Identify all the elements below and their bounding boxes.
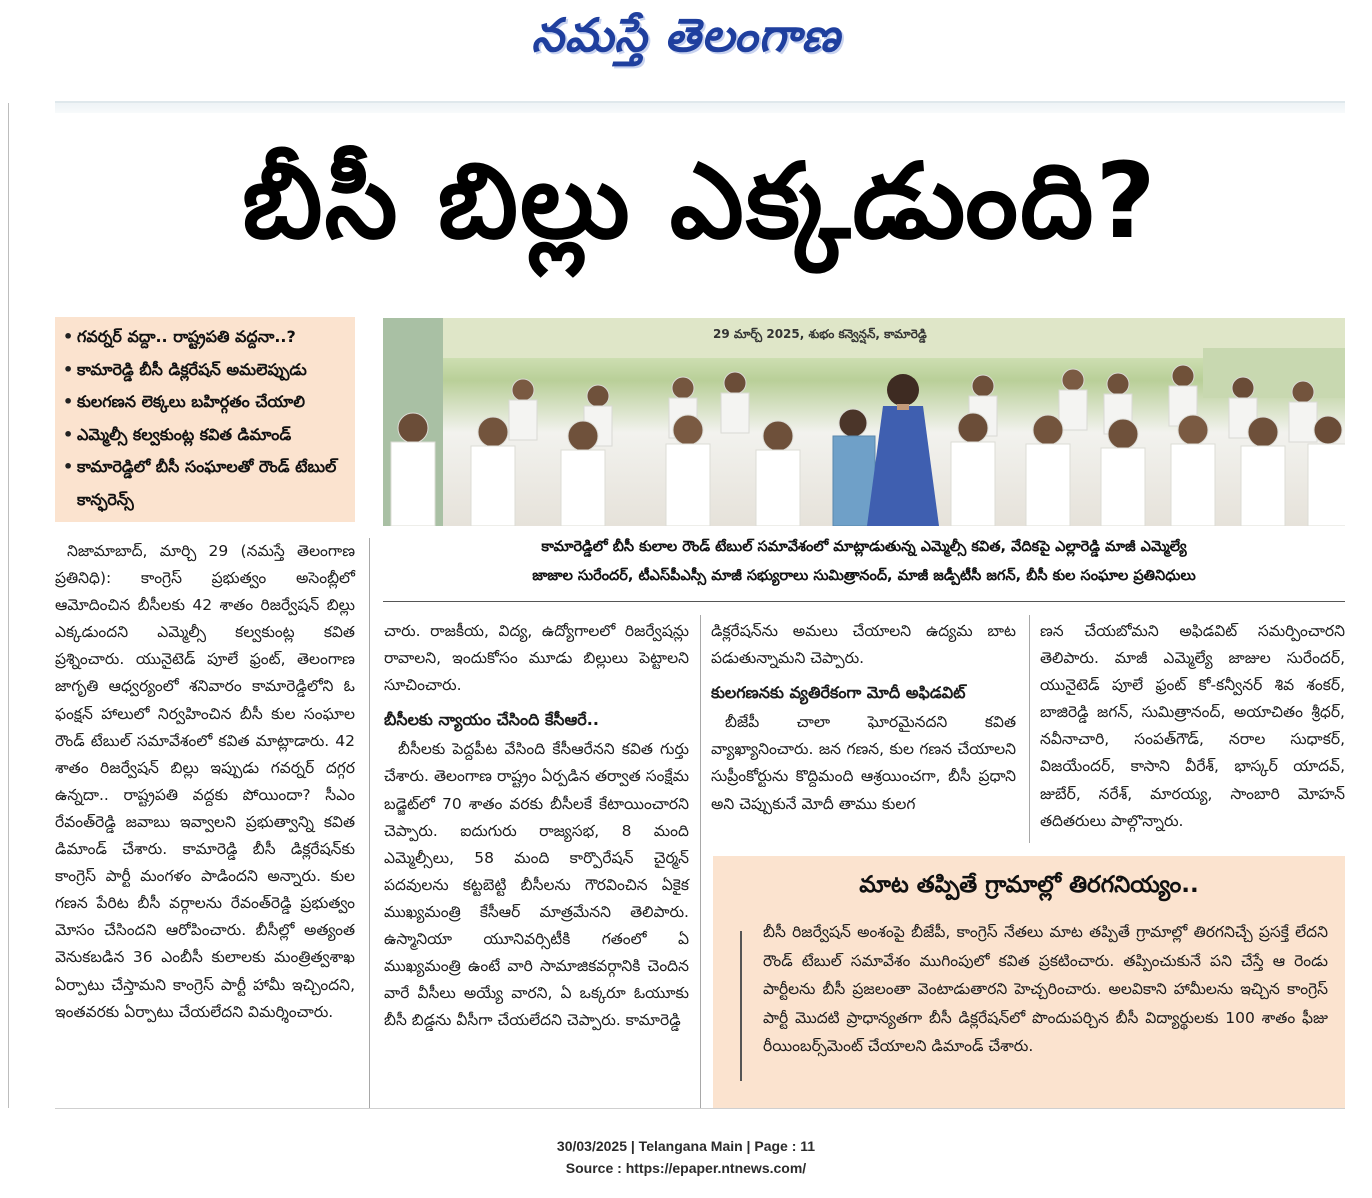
photo-caption [383,533,1345,602]
top-band [55,101,1345,113]
subheading: కులగణనకు వ్యతిరేకంగా మోదీ అఫిడవిట్ [711,683,966,703]
column-divider [700,615,701,1108]
footer-source-link[interactable]: Source : https://epaper.ntnews.com/ [565,1160,807,1176]
sidebar-box [713,856,1345,1108]
article-column-1: నిజామాబాద్, మార్చి 29 (నమస్తే తెలంగాణ ప్రతినిధి): కాంగ్రెస్ ప్రభుత్వం అసెంబ్లీలో ఆమోదించిన బీసీలకు 42 శాతం రిజర్వేషన్ బిల్లు ఎక్కడుందని ఎమ్మెల్సీ కల్వకుంట్ల కవిత ప్రశ్నించారు. యునైటెడ్ పూలే ఫ్రంట్, తెలంగాణ జాగృతి ఆధ్వర్యంలో శనివారం కామారెడ్డిలోని ఓ ఫంక్షన్ హాలులో నిర్వహించిన బీసీ కుల సంఘాల రౌండ్ టేబుల్ సమావేశంలో కవిత మాట్లాడారు. 42 శాతం రిజర్వేషన్ బిల్లు ఇప్పుడు గవర్నర్ దగ్గర ఉన్నదా.. రాష్ట్రపతి వద్దకు పోయిందా? సీఎం రేవంత్‌రెడ్డి జవాబు ఇవ్వాలని ప్రభుత్వాన్ని కవిత డిమాండ్ చేశారు. కామారెడ్డి బీసీ డిక్లరేషన్‌కు కాంగ్రెస్ పార్టీ మంగళం పాడిందని అన్నారు. కుల గణన పేరిట బీసీ వర్గాలను రేవంత్‌రెడ్డి ప్రభుత్వం మోసం చేసిందని ఆరోపించారు. బీసీల్లో అత్యంత వెనుకబడిన 36 ఎంబీసీ కులాలకు మంత్రిత్వశాఖ ఏర్పాటు చేస్తామని కాంగ్రెస్ పార్టీ హామీ ఇచ్చిందని, ఇంతవరకు ఏర్పాటు చేయలేదని విమర్శించారు. [55,542,355,1021]
column-divider [1029,615,1030,843]
highlights-box [55,317,355,522]
sidebar-box-title: మాట తప్పితే గ్రామాల్లో తిరగనియ్యం.. [859,872,1199,898]
photo-date-stamp: 29 మార్చ్ 2025, శుభం కన్వెన్షన్, కామారెడ్డి [713,327,927,341]
paragraph: చారు. రాజకీయ, విద్య, ఉద్యోగాలలో రిజర్వేషన్లు రావాలని, ఇందుకోసం మూడు బిల్లులు పెట్టాలని సూచించారు. [384,622,689,695]
footer-edition-info: 30/03/2025 | Telangana Main | Page : 11 [556,1138,816,1154]
crowd-illustration [383,318,1345,526]
page-left-rule [8,103,9,1108]
article-column-3 [711,618,1016,818]
paragraph: బీజేపీ చాలా ఘోరమైనదని కవిత వ్యాఖ్యానించారు. జన గణన, కుల గణన చేయాలని సుప్రీంకోర్టును కొద్దిమంది ఆశ్రయించగా, బీసీ ప్రధాని అని చెప్పుకునే మోదీ తాము కులగ [711,713,1016,813]
highlight-item: • ఎమ్మెల్సీ కల్వకుంట్ల కవిత డిమాండ్ [61,419,355,452]
paragraph: డిక్లరేషన్‌ను అమలు చేయాలని ఉద్యమ బాట పడుతున్నామని చెప్పారు. [711,622,1016,668]
article-column-2 [384,618,689,1034]
subheading: బీసీలకు న్యాయం చేసింది కేసీఆరే.. [384,710,599,730]
sidebar-box-text: బీసీ రిజర్వేషన్ అంశంపై బీజేపీ, కాంగ్రెస్ నేతలు మాట తప్పితే గ్రామాల్లో తిరగనిచ్చే ప్రసక్తే లేదని రౌండ్ టేబుల్ సమావేశం ముగింపులో కవిత ప్రకటించారు. తప్పించుకునే పని చేస్తే ఆ రెండు పార్టీలను బీసీ ప్రజలంతా వెంటాడుతారని హెచ్చరించారు. అలవికాని హామీలను ఇచ్చిన కాంగ్రెస్ పార్టీ మొదటి ప్రాధాన్యతగా బీసీ డిక్లరేషన్‌లో పొందుపర్చిన బీసీ విద్యార్థులకు 100 శాతం ఫీజు రీయింబర్స్‌మెంట్ చేయాలని డిమాండ్ చేశారు. [763,923,1328,1056]
highlight-item: • కులగణన లెక్కలు బహిర్గతం చేయాలి [61,386,355,419]
bottom-rule [55,1108,1345,1109]
sidebar-box-rule [740,931,742,1081]
event-photo [383,318,1345,526]
highlight-item: • కామారెడ్డిలో బీసీ సంఘాలతో రౌండ్ టేబుల్ కాన్ఫరెన్స్ [61,451,355,516]
highlight-item: • గవర్నర్ వద్దా.. రాష్ట్రపతి వద్దనా..? [61,321,355,354]
headline: బీసీ బిల్లు ఎక్కడుంది? [242,140,1158,262]
paragraph: బీసీలకు పెద్దపీట వేసింది కేసీఆరేనని కవిత గుర్తు చేశారు. తెలంగాణ రాష్ట్రం ఏర్పడిన తర్వాత సంక్షేమ బడ్జెట్‌లో 70 శాతం వరకు బీసీలకే కేటాయించారని చెప్పారు. ఐదుగురు రాజ్యసభ, 8 మంది ఎమ్మెల్సీలు, 58 మంది కార్పొరేషన్ చైర్మన్ పదవులను కట్టబెట్టి బీసీలను గౌరవించిన ఏకైక ముఖ్యమంత్రి కేసీఆర్ మాత్రమేనని తెలిపారు. ఉస్మానియా యూనివర్సిటీకి గతంలో ఏ ముఖ్యమంత్రి ఉంటే వారి సామాజికవర్గానికి చెందిన వారే వీసీలు అయ్యే వారని, ఏ ఒక్కరూ ఓయూకు బీసీ బిడ్డను వీసీగా చేయలేదని చెప్పారు. కామారెడ్డి [384,740,689,1030]
article-column-4 [1040,618,1345,835]
paragraph: ణన చేయబోమని అఫిడవిట్ సమర్పించారని తెలిపారు. మాజీ ఎమ్మెల్యే జాజుల సురేందర్, యునైటెడ్ పూలే ఫ్రంట్ కో-కన్వీనర్ శివ శంకర్, బాజిరెడ్డి జగన్, సుమిత్రానంద్, అయాచితం శ్రీధర్, నవీనాచారి, సంపత్‌గౌడ్, నరాల సుధాకర్, విజయేందర్, కాసాని వీరేశ్, భాస్కర్ యాదవ్, జుబేర్, నరేశ్, మారయ్య, సాంబారి మోహన్ తదితరులు పాల్గొన్నారు. [1040,622,1345,830]
speaker [867,374,939,526]
caption-line: జాజాల సురేందర్, టీఎస్‌పీఎస్సీ మాజీ సభ్యురాలు సుమిత్రానంద్, మాజీ జడ్పీటీసీ జగన్, బీసీ కుల సంఘాల ప్రతినిధులు [532,568,1196,584]
highlight-item: • కామారెడ్డి బీసీ డిక్లరేషన్ అమలెప్పుడు [61,354,355,387]
caption-line: కామారెడ్డిలో బీసీ కులాల రౌండ్ టేబుల్ సమావేశంలో మాట్లాడుతున్న ఎమ్మెల్సీ కవిత, వేదికపై ఎల్లారెడ్డి మాజీ ఎమ్మెల్యే [541,539,1187,555]
column-divider [369,538,370,1108]
masthead-logo: నమస్తే తెలంగాణ [531,8,841,62]
